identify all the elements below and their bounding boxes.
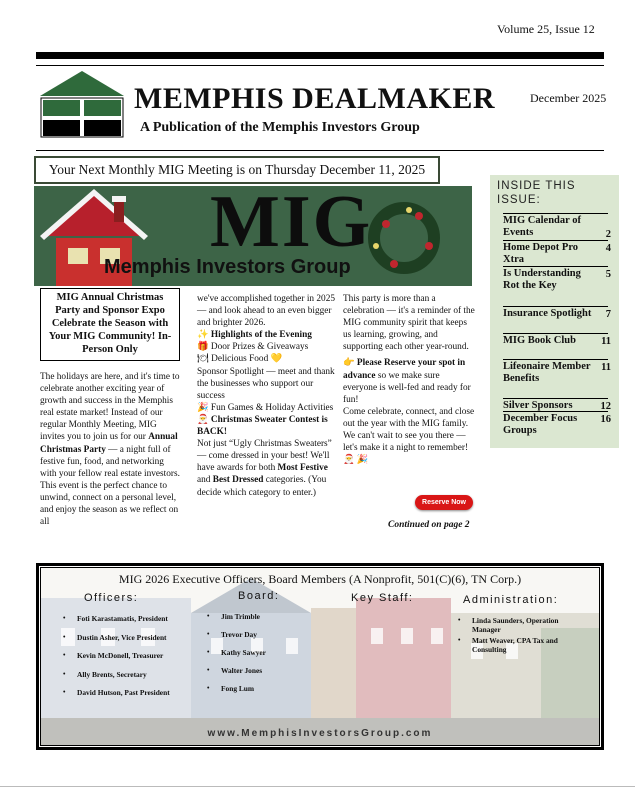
toc-item[interactable]	[503, 306, 611, 333]
newsletter-title: MEMPHIS DEALMAKER	[134, 82, 495, 115]
toc-item-label: December Focus Groups	[503, 413, 578, 436]
board-member-name: Ally Brents, Secretary	[77, 669, 147, 679]
bullet-icon: •	[207, 630, 210, 638]
header-rule-thick	[36, 52, 604, 59]
toc-item-page: 11	[601, 362, 611, 373]
bullet-icon: •	[207, 612, 210, 620]
board-member-item	[207, 666, 311, 675]
bullet-icon: •	[207, 666, 210, 674]
article-text: We can't wait to see you there — let's make it a night to remember! 🎅 🎉	[343, 431, 469, 466]
toc-item-page: 4	[605, 243, 611, 254]
article-text: Come celebrate, connect, and close out the year with the MIG family.	[343, 406, 475, 429]
bullet-icon: •	[63, 632, 66, 641]
toc-item-label: Lifeonaire Member Benefits	[503, 361, 591, 384]
board-member-item	[63, 632, 197, 642]
article-text: — a night full of festive fun, food, and networking with your fellow real estate investors. This event is the perfect chance to unwind, connect on a personal level, and enjoy the season as we reflect on all	[40, 444, 180, 528]
sweater-heading: Christmas Sweater Contest is BACK!	[197, 414, 328, 438]
issue-date: December 2025	[530, 91, 607, 105]
article-text: categories. (You decide which category to enter.)	[197, 475, 327, 498]
list-item: Fun Games & Holiday Activities	[210, 402, 334, 413]
key-staff-heading: Key Staff:	[351, 592, 414, 604]
board-member-item	[458, 616, 584, 634]
board-member-name: David Hutson, Past President	[77, 688, 170, 697]
board-member-name: Trevor Day	[221, 630, 257, 639]
santa-icon: 🎅	[197, 414, 209, 425]
bullet-icon: •	[63, 669, 66, 678]
website-url[interactable]: www.MemphisInvestorsGroup.com	[207, 728, 433, 739]
bullet-icon: •	[63, 688, 66, 696]
heart-icon: 💛	[270, 354, 283, 365]
board-member-item	[63, 669, 197, 679]
board-member-name: Foti Karastamatis, President	[77, 614, 168, 623]
board-member-name: Kevin McDonell, Treasurer	[77, 651, 164, 660]
header-rule-thin	[36, 65, 604, 66]
board-member-item	[63, 614, 197, 623]
mig-banner	[34, 186, 472, 286]
board-member-name: Walter Jones	[221, 666, 263, 675]
continued-note: Continued on page 2	[388, 520, 470, 530]
article-text: we've accomplished together in 2025 — and look ahead to an even bigger and brighter 2026.	[197, 294, 335, 329]
article-column-2	[197, 293, 337, 499]
board-title: MIG 2026 Executive Officers, Board Members (A Nonprofit, 501(C)(6), TN Corp.)	[118, 572, 522, 586]
board-member-item	[207, 630, 311, 639]
article-text: and	[197, 475, 213, 486]
toc-item[interactable]	[503, 411, 611, 438]
header-rule-bottom	[36, 150, 604, 151]
board-member-item	[207, 612, 311, 621]
article-emphasis: Best Dressed	[212, 475, 264, 486]
board-member-name: Matt Weaver, CPA Tax and Consulting	[472, 636, 558, 654]
toc-item-label: Is Understanding Rot the Key	[503, 268, 581, 291]
toc-item[interactable]	[503, 398, 611, 412]
bullet-icon: •	[458, 616, 461, 624]
bullet-icon: •	[458, 636, 461, 644]
party-icon: 🎉	[197, 402, 209, 413]
list-item: Delicious Food	[211, 354, 269, 365]
bullet-icon: •	[63, 614, 66, 622]
toc-item-label: MIG Calendar of Events	[503, 215, 581, 238]
mig-banner-org: Memphis Investors Group	[104, 256, 351, 278]
article-callout: MIG Annual Christmas Party and Sponsor Expo Celebrate the Season with Your MIG Community! In-Person Only	[40, 288, 180, 361]
board-member-item	[458, 636, 584, 654]
issue-volume: Volume 25, Issue 12	[497, 22, 595, 36]
mig-banner-letters: MIG	[210, 186, 373, 263]
plate-icon: 🍽	[197, 354, 209, 365]
pointing-hand-icon: 👉	[343, 358, 355, 369]
newsletter-subtitle: A Publication of the Memphis Investors Group	[140, 120, 420, 135]
officers-heading: Officers:	[84, 592, 139, 604]
gift-icon: 🎁	[197, 342, 209, 353]
administration-heading: Administration:	[463, 594, 559, 606]
toc-item[interactable]	[503, 359, 611, 399]
meeting-notice: Your Next Monthly MIG Meeting is on Thursday December 11, 2025	[34, 156, 440, 184]
toc-item[interactable]	[503, 333, 611, 360]
toc-item-page: 16	[600, 414, 611, 425]
toc-item-label: Insurance Spotlight	[503, 308, 592, 319]
toc-item[interactable]	[503, 213, 611, 240]
toc-item-page: 2	[605, 229, 611, 240]
sparkle-icon: ✨	[197, 330, 209, 341]
page-edge	[0, 786, 635, 787]
article-emphasis: Annual Christmas Party	[40, 432, 178, 455]
toc-item-page: 12	[600, 401, 611, 412]
toc-item-page: 11	[601, 336, 611, 347]
article-text: so we make sure everyone is well-fed and ready for fun!	[343, 370, 471, 405]
bullet-icon: •	[207, 684, 210, 692]
board-member-item	[63, 688, 197, 697]
article-text: This party is more than a celebration — it's a reminder of the MIG community spirit that keeps us learning, growing, and supporting each other year-round.	[343, 294, 475, 353]
board-member-name: Jim Trimble	[221, 612, 260, 621]
bullet-icon: •	[207, 648, 210, 656]
house-logo-icon	[38, 70, 126, 138]
board-member-item	[63, 651, 197, 660]
board-heading: Board:	[238, 590, 280, 602]
toc-item[interactable]	[503, 240, 611, 267]
article-column-3	[343, 293, 475, 466]
highlights-heading: Highlights of the Evening	[210, 330, 312, 341]
toc-item[interactable]	[503, 266, 611, 307]
list-item: Door Prizes & Giveaways	[210, 342, 309, 353]
board-member-name: Fong Lum	[221, 684, 255, 693]
toc-item-page: 7	[605, 309, 611, 320]
board-member-name: Dustin Asher, Vice President	[77, 632, 167, 642]
list-item: Sponsor Spotlight — meet and thank the businesses who support our success	[197, 366, 335, 401]
bullet-icon: •	[63, 651, 66, 659]
article-emphasis: Most Festive	[277, 463, 328, 474]
board-member-name: Linda Saunders, Operation Manager	[472, 616, 559, 634]
reserve-now-button[interactable]: Reserve Now	[415, 495, 473, 510]
article-text: Not just “Ugly Christmas Sweaters” — come dressed in your best! We'll have awards for both	[197, 439, 332, 474]
toc-item-page: 5	[605, 269, 611, 280]
toc-item-label: Silver Sponsors	[503, 400, 573, 411]
article-column-1	[40, 371, 182, 528]
inside-issue-title: INSIDE THIS ISSUE:	[497, 180, 576, 206]
reserve-notice: Please Reserve your spot in advance	[343, 358, 466, 381]
toc-item-label: MIG Book Club	[503, 335, 576, 346]
board-member-item	[207, 684, 311, 693]
board-member-item	[207, 648, 311, 657]
board-member-name: Kathy Sawyer	[221, 648, 266, 657]
article-text: The holidays are here, and it's time to celebrate another exciting year of growth and success in the Memphis real estate market! Instead of our regular Monthly Meeting, MIG invites you to join us for our	[40, 372, 180, 443]
toc-item-label: Home Depot Pro Xtra	[503, 242, 579, 265]
